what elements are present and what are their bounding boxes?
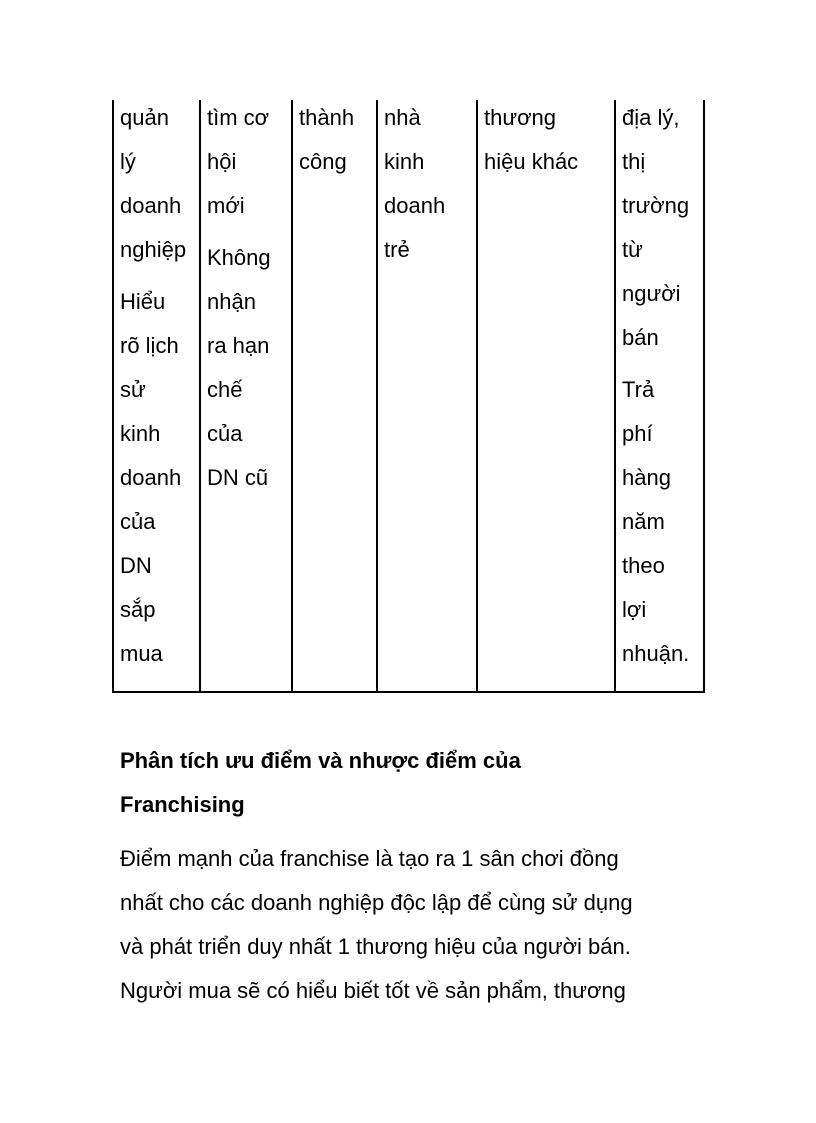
paragraph-line: Người mua sẽ có hiểu biết tốt về sản phẩm, thương [120, 978, 626, 1003]
table-column-2 [201, 100, 293, 691]
table-cell-line: thương [484, 105, 556, 130]
table-cell-line: chế [207, 377, 243, 402]
table-cell-line: tìm cơ [207, 105, 270, 130]
table-cell-line: lý [120, 149, 136, 174]
table-cell-line: doanh [120, 193, 182, 218]
table-cell-line: kinh [384, 149, 425, 174]
section-heading-line-2: Franchising [120, 792, 245, 817]
comparison-table [112, 100, 705, 693]
table-cell-line: Hiểu [120, 289, 166, 314]
section-heading-line-1: Phân tích ưu điểm và nhược điểm của [120, 748, 521, 773]
table-cell-line: lợi [622, 597, 647, 622]
table-cell-line: theo [622, 553, 665, 578]
table-cell-line: sử [120, 377, 146, 402]
table-cell-line: người [622, 281, 681, 306]
table-column-4 [378, 100, 478, 691]
table-cell-line: nhà [384, 105, 421, 130]
table-cell-line: hội [207, 149, 237, 174]
table-cell-line: nhuận. [622, 641, 690, 666]
table-cell-line: nhận [207, 289, 256, 314]
table-cell-line: công [299, 149, 347, 174]
table-cell-line: bán [622, 325, 659, 350]
table-cell-line: của [207, 421, 243, 446]
table-cell-line: quản [120, 105, 169, 130]
table-cell-line: mới [207, 193, 245, 218]
table-column-5 [478, 100, 616, 691]
paragraph-line: nhất cho các doanh nghiệp độc lập để cùng sử dụng [120, 890, 633, 915]
table-cell-line: ra hạn [207, 333, 270, 358]
table-cell-line: hiệu khác [484, 149, 579, 174]
table-cell-line: trường [622, 193, 690, 218]
table-cell-line: rõ lịch [120, 333, 179, 358]
table-cell-line: Không [207, 245, 271, 270]
table-cell-line: thành [299, 105, 355, 130]
table-column-3 [293, 100, 378, 691]
table-cell-line: trẻ [384, 237, 410, 262]
table-cell-line: năm [622, 509, 665, 534]
table-column-6 [616, 100, 705, 691]
table-cell-line: doanh [120, 465, 182, 490]
table-cell-line: thị [622, 149, 646, 174]
table-column-1 [112, 100, 201, 691]
table-cell-line: phí [622, 421, 653, 446]
table-cell-line: địa lý, [622, 105, 680, 130]
table-cell-line: sắp [120, 597, 156, 622]
table-cell-line: của [120, 509, 156, 534]
table-cell-line: Trả [622, 377, 655, 402]
table-cell-line: hàng [622, 465, 671, 490]
table-cell-line: từ [622, 237, 643, 262]
table-cell-line: doanh [384, 193, 446, 218]
table-cell-line: kinh [120, 421, 161, 446]
paragraph-line: và phát triển duy nhất 1 thương hiệu của người bán. [120, 934, 631, 959]
table-cell-line: nghiệp [120, 237, 187, 262]
table-cell-line: DN cũ [207, 465, 269, 490]
paragraph-line: Điểm mạnh của franchise là tạo ra 1 sân chơi đồng [120, 846, 619, 871]
table-cell-line: mua [120, 641, 163, 666]
table-cell-line: DN [120, 553, 152, 578]
